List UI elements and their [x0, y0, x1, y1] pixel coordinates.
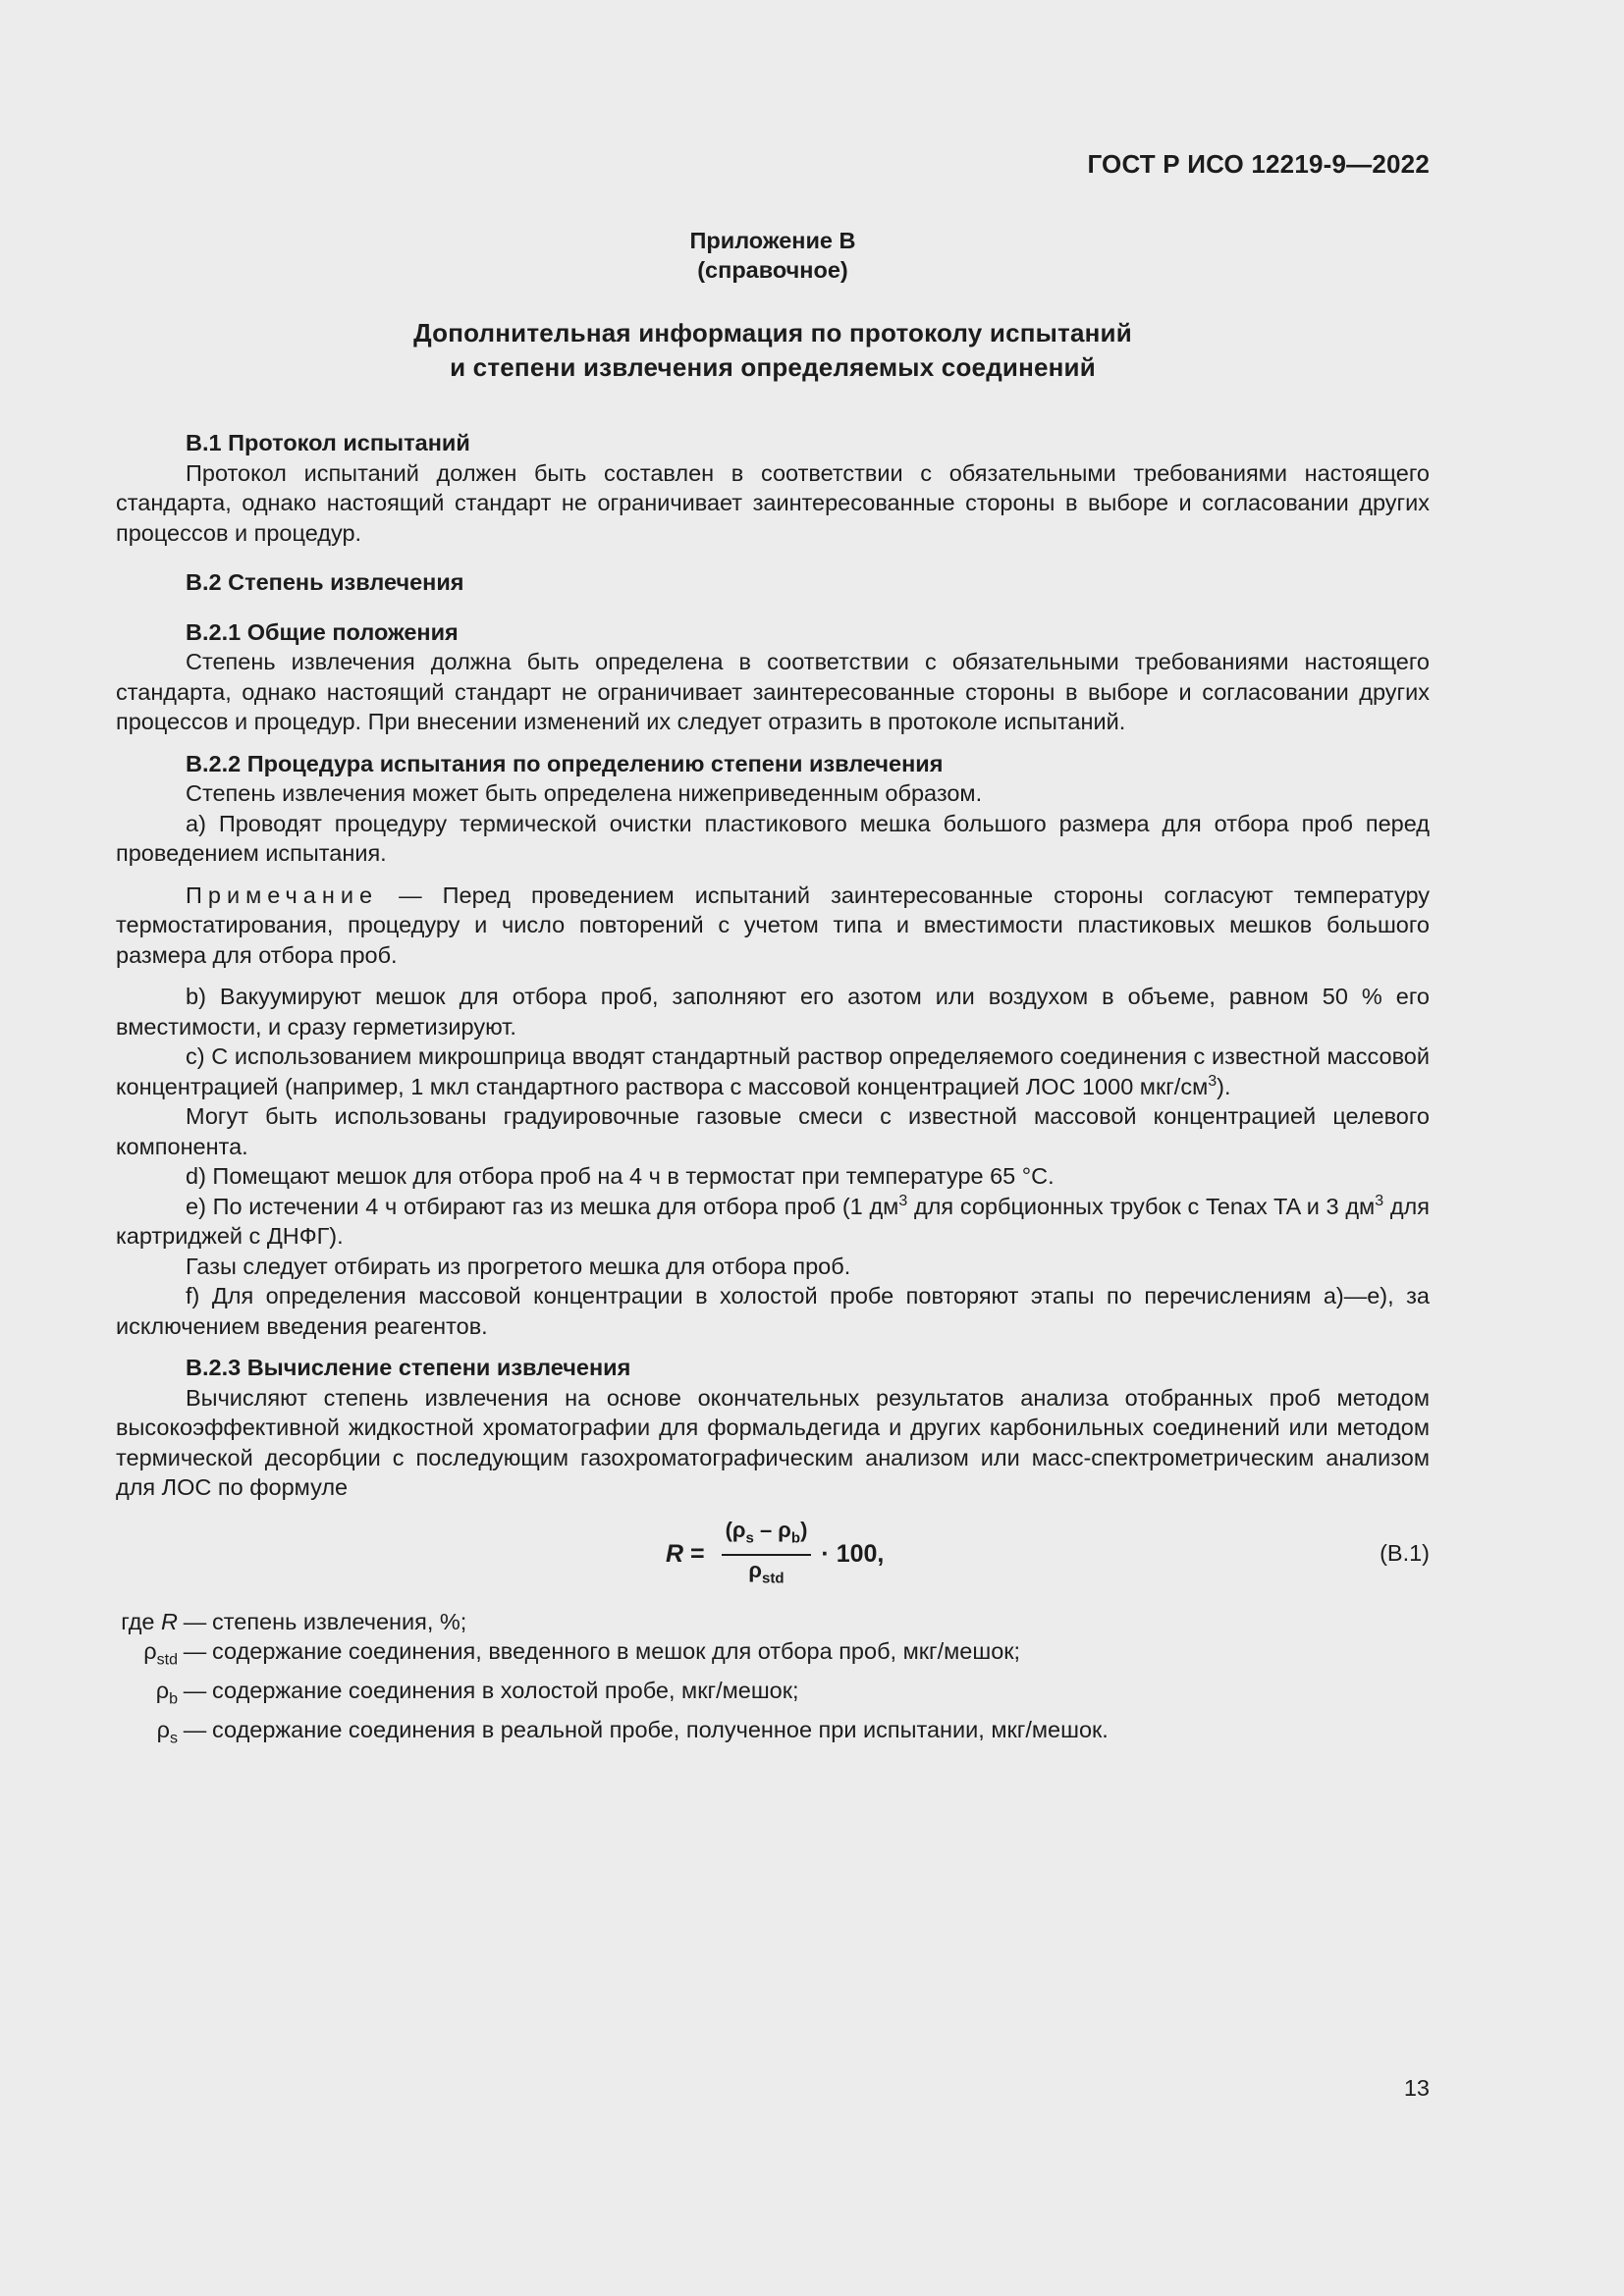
section-b22-item-d: d) Помещают мешок для отбора проб на 4 ч в термостат при температуре 65 °С. — [186, 1163, 1055, 1189]
document-page — [116, 0, 1430, 2296]
definition-text: содержание соединения в холостой пробе, мкг/мешок; — [212, 1678, 799, 1704]
annex-title — [116, 316, 1430, 385]
item-e-superscript-2: 3 — [1375, 1192, 1384, 1209]
section-b1-text: Протокол испытаний должен быть составлен в соответствии с обязательными требованиями настоящего стандарта, однако настоящий стандарт не ограничивает заинтересованные стороны в выборе и согласовании других процессов и процедур. — [116, 459, 1430, 546]
formula-b1 — [116, 1517, 1430, 1589]
section-b22-item-c-note: Могут быть использованы градуировочные газовые смеси с известной массовой концентрацией целевого компонента. — [116, 1103, 1430, 1159]
item-e-text-2: для сорбционных трубок с Tenax TA и 3 дм — [907, 1193, 1376, 1219]
section-b22-item-b: b) Вакуумируют мешок для отбора проб, заполняют его азотом или воздухом в объеме, равном 50 % его вместимости, и сразу герметизируют. — [116, 984, 1430, 1040]
formula-definitions — [116, 1607, 1430, 1755]
page-number: 13 — [1403, 2075, 1430, 2101]
formula-fraction — [722, 1518, 812, 1592]
note-label: Примечание — [186, 881, 379, 908]
section-b22-item-c — [116, 1041, 1430, 1101]
item-e-text-3: для картриджей с ДНФГ). — [116, 1193, 1430, 1249]
definition-dash: — — [183, 1608, 207, 1634]
item-c-superscript: 3 — [1208, 1072, 1218, 1090]
section-b21-heading: В.2.1 Общие положения — [186, 618, 459, 645]
item-c-text-end: ). — [1217, 1073, 1231, 1099]
item-e-superscript-1: 3 — [898, 1192, 908, 1209]
formula-number: (В.1) — [1380, 1539, 1430, 1566]
annex-label: Приложение В — [689, 228, 856, 253]
item-e-text-1: e) По истечении 4 ч отбирают газ из мешка для отбора проб (1 дм — [186, 1193, 899, 1219]
section-b22-item-a: a) Проводят процедуру термической очистки пластикового мешка большого размера для отбора проб перед проведением испытания. — [116, 810, 1430, 866]
formula-denominator: $\rho_{std}$ — [748, 1558, 785, 1587]
annex-type: (справочное) — [697, 257, 848, 283]
formula-lhs: R — [666, 1540, 684, 1569]
formula-expression — [666, 1517, 885, 1589]
definition-text: степень извлечения, %; — [212, 1608, 467, 1634]
annex-title-line1: Дополнительная информация по протоколу испытаний — [413, 318, 1132, 347]
section-b22-item-e-note: Газы следует отбирать из прогретого мешка для отбора проб. — [186, 1253, 851, 1279]
definition-row — [116, 1676, 1430, 1715]
annex-heading — [116, 226, 1430, 285]
item-c-text: c) С использованием микрошприца вводят стандартный раствор определяемого соединения с известной массовой концентрацией (например, 1 мкл стандартного раствора с массовой концентрацией ЛОС 1000 мкг/см — [116, 1043, 1430, 1099]
section-b23-heading: В.2.3 Вычисление степени извлечения — [186, 1355, 631, 1380]
section-b22-item-f: f) Для определения массовой концентрации в холостой пробе повторяют этапы по перечислениям а)—е), за исключением введения реагентов. — [116, 1283, 1430, 1339]
section-b22-heading: В.2.2 Процедура испытания по определению степени извлечения — [186, 750, 944, 776]
section-b23-text: Вычисляют степень извлечения на основе окончательных результатов анализа отобранных проб методом высокоэффективной жидкостной хроматографии для формальдегида и других карбонильных соединений или методом термической десорбции с последующим газохроматографическим анализом или масс-спектрометрическим анализом для ЛОС по формуле — [116, 1384, 1430, 1500]
formula-tail: · 100, — [821, 1540, 885, 1569]
definition-symbol: $\rho_{std}$ — [143, 1638, 178, 1669]
document-body — [116, 428, 1430, 1755]
definition-row — [116, 1607, 1430, 1637]
section-b21-text: Степень извлечения должна быть определена в соответствии с обязательными требованиями настоящего стандарта, однако настоящий стандарт не ограничивает заинтересованные стороны в выборе и согласовании других процессов и процедур. При внесении изменений их следует отразить в протоколе испытаний. — [116, 649, 1430, 734]
section-b22-item-e — [116, 1192, 1430, 1252]
note-dash: — — [378, 881, 443, 908]
definition-symbol: $\rho_s$ — [156, 1717, 178, 1748]
definition-symbol: $\rho_b$ — [155, 1678, 178, 1708]
section-b22-intro: Степень извлечения может быть определена нижеприведенным образом. — [186, 780, 983, 806]
note-paragraph — [116, 881, 1430, 971]
definition-text: содержание соединения в реальной пробе, полученное при испытании, мкг/мешок. — [212, 1717, 1109, 1743]
definition-row — [116, 1715, 1430, 1754]
formula-equals: = — [683, 1540, 712, 1569]
section-b2-heading: В.2 Степень извлечения — [186, 569, 464, 595]
definition-symbol: где R — [121, 1608, 178, 1634]
definition-row — [116, 1636, 1430, 1676]
definition-text: содержание соединения, введенного в мешок для отбора проб, мкг/мешок; — [212, 1638, 1021, 1664]
section-b1-heading: В.1 Протокол испытаний — [186, 430, 470, 455]
definition-dash: — — [183, 1638, 207, 1664]
definition-dash: — — [183, 1717, 207, 1743]
formula-numerator: $(\rho_s - \rho_b)$ — [722, 1518, 812, 1556]
document-number: ГОСТ Р ИСО 12219-9—2022 — [1087, 149, 1430, 179]
annex-title-line2: и степени извлечения определяемых соединений — [450, 352, 1096, 382]
note-text: Перед проведением испытаний заинтересованные стороны согласуют температуру термостатирования, процедуру и число повторений с учетом типа и вместимости пластиковых мешков большого размера для отбора проб. — [116, 881, 1430, 968]
definition-dash: — — [183, 1678, 207, 1704]
